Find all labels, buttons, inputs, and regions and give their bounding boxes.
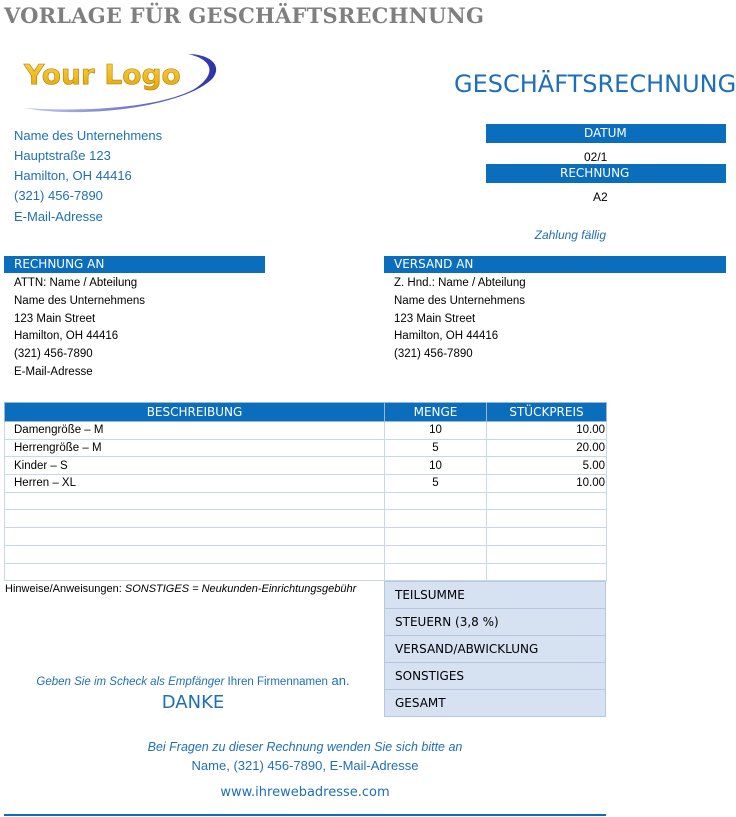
document-title: GESCHÄFTSRECHNUNG <box>454 70 736 98</box>
cheque-text-2: Ihren Firmennamen <box>227 676 328 688</box>
item-unit-price <box>487 545 607 563</box>
item-qty: 10 <box>385 422 487 440</box>
item-description <box>5 492 385 510</box>
col-description-header: BESCHREIBUNG <box>5 403 385 422</box>
total-row: GESAMT <box>384 690 606 717</box>
item-qty <box>385 492 487 510</box>
notes <box>5 583 356 595</box>
notes-label: Hinweise/Anweisungen: <box>5 583 125 595</box>
item-qty: 5 <box>385 475 487 493</box>
company-email: E-Mail-Adresse <box>14 209 103 224</box>
item-qty <box>385 510 487 528</box>
item-unit-price: 10.00 <box>487 475 607 493</box>
table-row <box>5 422 607 440</box>
bill-to-email: E-Mail-Adresse <box>14 366 93 378</box>
other-row: SONSTIGES <box>384 663 606 690</box>
footer-website[interactable]: www.ihrewebadresse.com <box>220 785 390 800</box>
cheque-text-3: an. <box>327 673 350 688</box>
items-table <box>4 402 607 581</box>
invoice-number-label: RECHNUNG <box>560 166 630 180</box>
table-row <box>5 563 607 581</box>
item-unit-price <box>487 510 607 528</box>
invoice-number-value: A2 <box>593 190 608 204</box>
table-row <box>5 475 607 493</box>
subtotal-row: TEILSUMME <box>384 581 606 609</box>
col-qty-header: MENGE <box>385 403 487 422</box>
item-qty <box>385 528 487 546</box>
table-row <box>5 528 607 546</box>
item-unit-price: 10.00 <box>487 422 607 440</box>
item-description: Kinder – S <box>5 457 385 475</box>
ship-to-phone: (321) 456-7890 <box>394 348 473 360</box>
item-description <box>5 563 385 581</box>
item-unit-price: 20.00 <box>487 439 607 457</box>
company-name: Name des Unternehmens <box>14 128 163 143</box>
company-phone: (321) 456-7890 <box>14 188 103 203</box>
footer-contact: Name, (321) 456-7890, E-Mail-Adresse <box>191 758 419 773</box>
item-description: Herren – XL <box>5 475 385 493</box>
invoice-number-header <box>486 164 726 183</box>
item-description: Herrengröße – M <box>5 439 385 457</box>
item-unit-price <box>487 492 607 510</box>
table-row <box>5 457 607 475</box>
footer-question: Bei Fragen zu dieser Rechnung wenden Sie sich bitte an <box>147 740 463 754</box>
ship-to-attn: Z. Hnd.: Name / Abteilung <box>394 277 526 289</box>
item-qty <box>385 545 487 563</box>
bill-to-attn: ATTN: Name / Abteilung <box>14 277 138 289</box>
company-city: Hamilton, OH 44416 <box>14 168 132 183</box>
date-header <box>486 124 726 143</box>
bill-to-phone: (321) 456-7890 <box>14 348 93 360</box>
bill-to-street: 123 Main Street <box>14 313 96 325</box>
item-unit-price <box>487 563 607 581</box>
logo-text: Your Logo <box>24 58 181 91</box>
cheque-text-1: Geben Sie im Scheck als Empfänger <box>36 676 228 688</box>
bill-to-company: Name des Unternehmens <box>14 295 146 307</box>
ship-to-company: Name des Unternehmens <box>394 295 526 307</box>
ship-to-street: 123 Main Street <box>394 313 476 325</box>
items-header-row <box>5 403 607 422</box>
item-unit-price <box>487 528 607 546</box>
logo-swoosh-icon <box>18 50 224 118</box>
table-row <box>5 492 607 510</box>
item-description: Damengröße – M <box>5 422 385 440</box>
item-qty: 10 <box>385 457 487 475</box>
ship-to-header: VERSAND AN <box>384 256 726 273</box>
item-description <box>5 510 385 528</box>
table-row <box>5 510 607 528</box>
shipping-row: VERSAND/ABWICKLUNG <box>384 636 606 663</box>
item-qty <box>385 563 487 581</box>
item-qty: 5 <box>385 439 487 457</box>
col-unit-price-header: STÜCKPREIS <box>487 403 607 422</box>
thank-you: DANKE <box>161 692 225 713</box>
date-value: 02/1 <box>584 150 608 164</box>
tax-row: STEUERN (3,8 %) <box>384 609 606 636</box>
table-row <box>5 439 607 457</box>
bill-to-city: Hamilton, OH 44416 <box>14 330 119 342</box>
table-row <box>5 545 607 563</box>
totals-panel <box>384 581 606 717</box>
footer-divider <box>4 814 606 816</box>
ship-to-city: Hamilton, OH 44416 <box>394 330 499 342</box>
page-title: VORLAGE FÜR GESCHÄFTSRECHNUNG <box>4 3 485 28</box>
item-description <box>5 545 385 563</box>
item-unit-price: 5.00 <box>487 457 607 475</box>
item-description <box>5 528 385 546</box>
date-label: DATUM <box>584 126 627 140</box>
cheque-instruction <box>0 673 386 688</box>
payment-due: Zahlung fällig <box>534 228 606 242</box>
company-street: Hauptstraße 123 <box>14 148 111 163</box>
bill-to-header: RECHNUNG AN <box>4 256 265 273</box>
company-logo <box>18 50 224 118</box>
notes-text: SONSTIGES = Neukunden-Einrichtungsgebühr <box>124 583 357 595</box>
